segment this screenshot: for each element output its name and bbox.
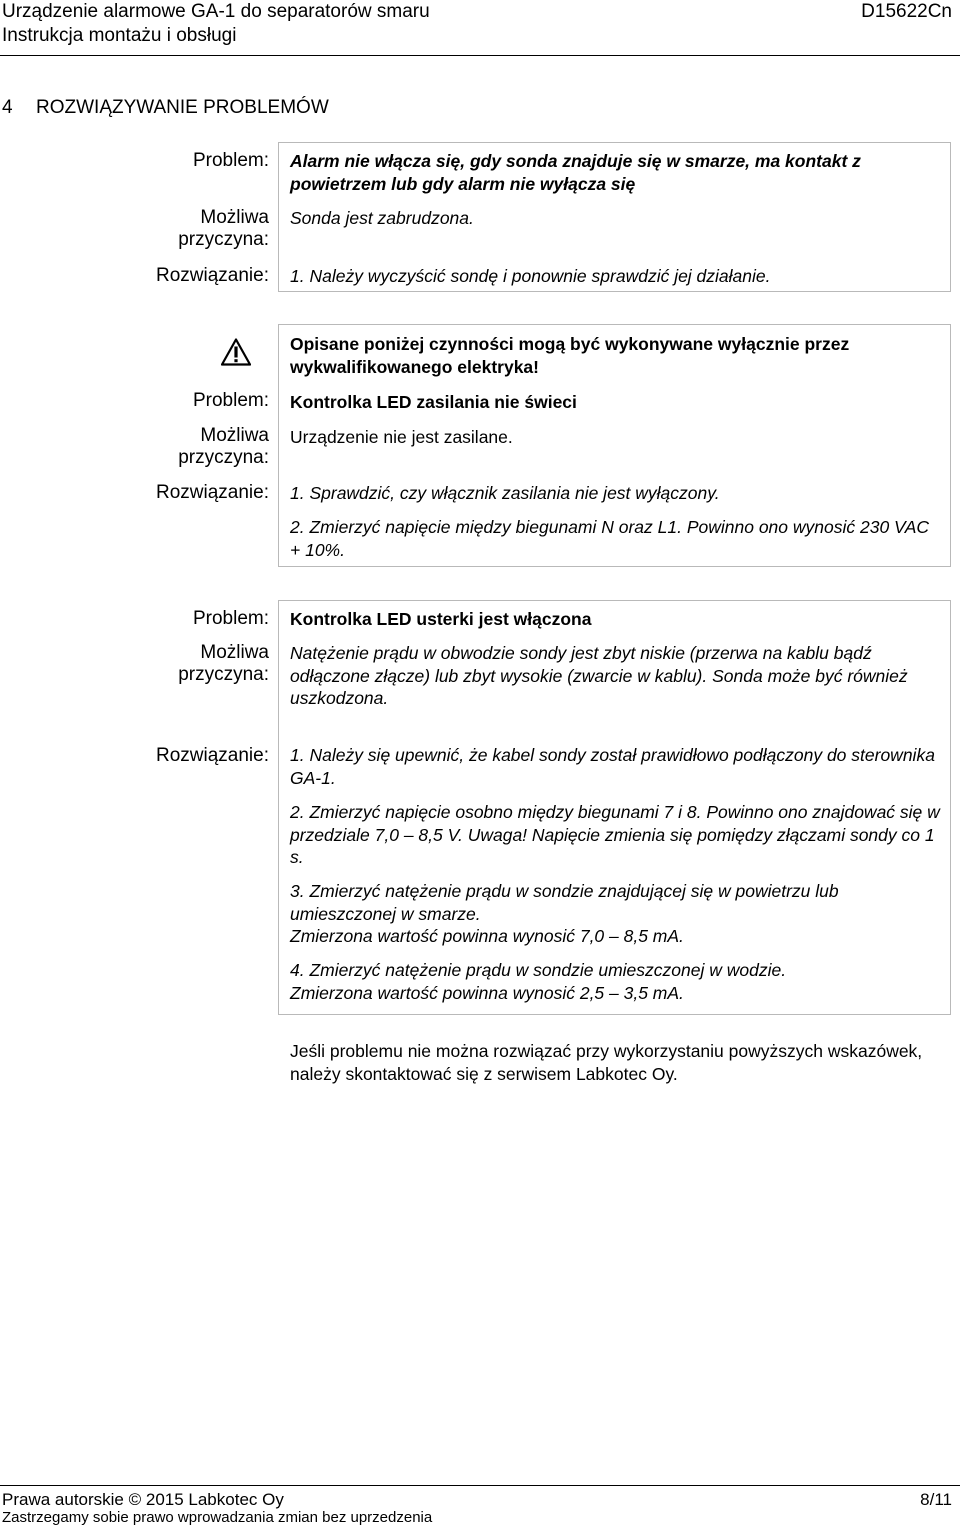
solution-step: 3. Zmierzyć natężenie prądu w sondzie znajdującej się w powietrzu lub umieszczonej w smarze. Zmierzona wartość powinna wynosić 7,0 – 8,5 mA. xyxy=(290,881,839,946)
problem-label: Problem: xyxy=(192,608,269,629)
problem-text: Kontrolka LED zasilania nie świeci xyxy=(290,392,577,412)
warning-triangle-icon xyxy=(221,338,251,366)
cause-label: Możliwa przyczyna: xyxy=(178,642,269,685)
closing-note: Jeśli problemu nie można rozwiązać przy wykorzystaniu powyższych wskazówek, należy skontaktować się z serwisem Labkotec Oy. xyxy=(290,1041,923,1084)
solution-step: 2. Zmierzyć napięcie osobno między biegunami 7 i 8. Powinno ono znajdować się w przedziale 7,0 – 8,5 V. Uwaga! Napięcie zmienia się pomiędzy złączami sondy co 1 s. xyxy=(290,802,940,867)
solution-text: 1. Należy wyczyścić sondę i ponownie sprawdzić jej działanie. xyxy=(290,266,771,286)
solution-step: 4. Zmierzyć natężenie prądu w sondzie umieszczonej w wodzie. Zmierzona wartość powinna wynosić 2,5 – 3,5 mA. xyxy=(290,960,787,1003)
cause-text: Natężenie prądu w obwodzie sondy jest zbyt niskie (przerwa na kablu bądź odłączone złącze) lub zbyt wysokie (zwarcie w kablu). Sonda może być również uszkodzona. xyxy=(290,643,908,708)
footer-copyright: Prawa autorskie © 2015 Labkotec Oy xyxy=(2,1490,284,1509)
cause-text: Urządzenie nie jest zasilane. xyxy=(290,427,513,447)
solution-step: 2. Zmierzyć napięcie między biegunami N oraz L1. Powinno ono wynosić 230 VAC + 10%. xyxy=(290,517,930,560)
problem-text: Kontrolka LED usterki jest włączona xyxy=(290,609,592,629)
footer-notice: Zastrzegamy sobie prawo wprowadzania zmian bez uprzedzenia xyxy=(2,1509,433,1526)
page-number: 8/11 xyxy=(920,1490,952,1509)
warning-text: Opisane poniżej czynności mogą być wykonywane wyłącznie przez wykwalifikowanego elektryka! xyxy=(290,334,850,377)
cause-label: Możliwa przyczyna: xyxy=(178,425,269,468)
solution-label: Rozwiązanie: xyxy=(156,745,269,766)
cause-label: Możliwa przyczyna: xyxy=(178,207,269,250)
solution-step: 1. Sprawdzić, czy włącznik zasilania nie jest wyłączony. xyxy=(290,483,720,503)
problem-label: Problem: xyxy=(192,150,269,171)
problem-label: Problem: xyxy=(192,390,269,411)
header-subtitle: Instrukcja montażu i obsługi xyxy=(2,25,237,46)
cause-text: Sonda jest zabrudzona. xyxy=(290,208,474,228)
problem-text: Alarm nie włącza się, gdy sonda znajduje się w smarze, ma kontakt z powietrzem lub gdy alarm nie wyłącza się xyxy=(290,151,861,194)
doc-code: D15622Cn xyxy=(861,1,952,22)
section-title: ROZWIĄZYWANIE PROBLEMÓW xyxy=(36,97,329,118)
section-number: 4 xyxy=(2,97,13,118)
footer-rule xyxy=(0,1485,960,1486)
solution-label: Rozwiązanie: xyxy=(156,265,269,286)
header-rule xyxy=(0,55,960,56)
section-heading xyxy=(2,97,329,119)
header-title: Urządzenie alarmowe GA-1 do separatorów smaru xyxy=(2,1,430,22)
solution-step: 1. Należy się upewnić, że kabel sondy został prawidłowo podłączony do sterownika GA-1. xyxy=(290,745,935,788)
solution-label: Rozwiązanie: xyxy=(156,482,269,503)
document-header xyxy=(2,0,430,48)
